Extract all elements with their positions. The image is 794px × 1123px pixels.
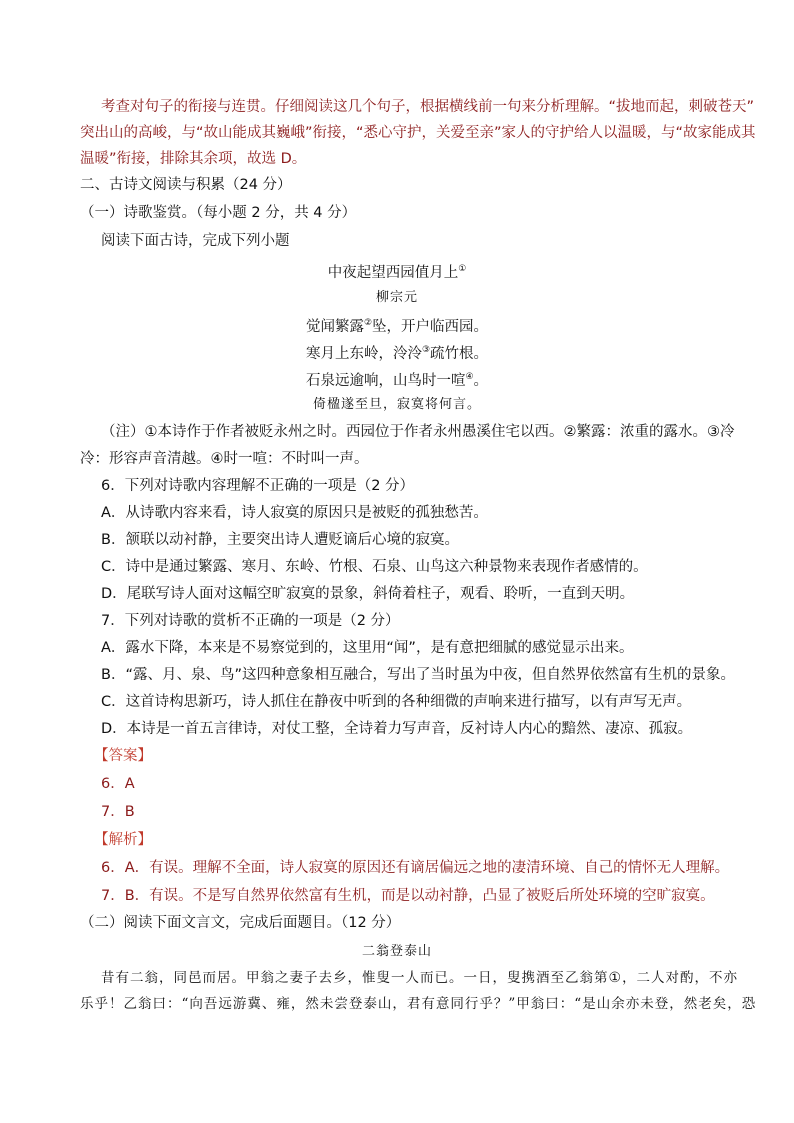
part1-heading: （一）诗歌鉴赏。（每小题 2 分，共 4 分） bbox=[80, 205, 357, 221]
poem-line-3-b: 。 bbox=[473, 372, 489, 389]
q6-option-b: B．颔联以动衬静，主要突出诗人遭贬谪后心境的寂寞。 bbox=[101, 532, 459, 548]
poem-line-3-note: ④ bbox=[465, 372, 474, 382]
answer-7: 7．B bbox=[101, 804, 135, 820]
q7-option-d: D．本诗是一首五言律诗，对仗工整，全诗着力写声音，反衬诗人内心的黯然、凄凉、孤寂。 bbox=[101, 721, 693, 737]
analysis-label: 【解析】 bbox=[94, 832, 152, 848]
poem-line-4: 倚楹遂至旦，寂寞将何言。 bbox=[312, 397, 481, 412]
notes-line-2: 冷：形容声音清越。④时一喧：不时叫一声。 bbox=[80, 451, 369, 467]
poem-line-1-note: ② bbox=[363, 318, 373, 328]
q7-option-b: B．“露、月、泉、鸟”这四种意象相互融合，写出了当时虽为中夜，但自然界依然富有生机的景象。 bbox=[101, 667, 735, 683]
text-line-1-a: 昔有二翁，同邑而居。甲翁之妻子去乡，惟叟一人而已。一日，叟携酒至乙翁第 bbox=[101, 970, 609, 986]
q6-option-a: A．从诗歌内容来看，诗人寂寞的原因只是被贬的孤独愁苦。 bbox=[101, 505, 488, 521]
notes-line-1: （注）①本诗作于作者被贬永州之时。西园位于作者永州愚溪住宅以西。②繁露：浓重的露水。③冷 bbox=[101, 424, 735, 440]
answer-6: 6．A bbox=[101, 776, 135, 792]
text-line-1-note: ① bbox=[608, 970, 623, 986]
poem-line-1-b: 坠，开户临西园。 bbox=[372, 318, 489, 335]
q7-option-a: A．露水下降，本来是不易察觉到的，这里用“闻”，是有意把细腻的感觉显示出来。 bbox=[101, 640, 634, 656]
q6-stem: 6．下列对诗歌内容理解不正确的一项是（2 分） bbox=[101, 478, 415, 494]
text-line-1 bbox=[101, 967, 738, 989]
poem-line-2 bbox=[0, 339, 794, 365]
section-heading: 二、古诗文阅读与积累（24 分） bbox=[80, 177, 292, 193]
analysis-6: 6．A．有误。理解不全面，诗人寂寞的原因还有谪居偏远之地的凄清环境、自己的情怀无人理解。 bbox=[101, 860, 730, 876]
part2-heading: （二）阅读下面文言文，完成后面题目。（12 分） bbox=[80, 915, 401, 931]
text-line-1-b: ，二人对酌，不亦 bbox=[622, 970, 739, 986]
text-title: 二翁登泰山 bbox=[361, 944, 432, 959]
poem-title bbox=[0, 258, 794, 284]
q6-option-d: D．尾联写诗人面对这幅空旷寂寞的景象，斜倚着柱子，观看、聆听，一直到天明。 bbox=[101, 586, 635, 602]
poem-title-note: ① bbox=[458, 264, 467, 274]
poem-author: 柳宗元 bbox=[375, 290, 418, 305]
intro-line-2: 突出山的高峻，与“故山能成其巍峨”衔接，“悉心守护，关爱至亲”家人的守护给人以温暖，与“故家能成其 bbox=[80, 125, 756, 141]
q7-stem: 7．下列对诗歌的赏析不正确的一项是（2 分） bbox=[101, 613, 400, 629]
poem-line-1-a: 觉闻繁露 bbox=[305, 318, 364, 335]
poem-instruction: 阅读下面古诗，完成下列小题 bbox=[101, 233, 290, 249]
answer-label: 【答案】 bbox=[94, 748, 152, 764]
q7-option-c: C．这首诗构思新巧，诗人抓住在静夜中听到的各种细微的声响来进行描写，以有声写无声。 bbox=[101, 694, 692, 710]
q6-option-c: C．诗中是通过繁露、寒月、东岭、竹根、石泉、山鸟这六种景物来表现作者感情的。 bbox=[101, 559, 648, 575]
poem-line-3 bbox=[0, 366, 794, 392]
poem-line-2-note: ③ bbox=[421, 345, 431, 355]
poem-line-2-b: 疏竹根。 bbox=[430, 345, 489, 362]
poem-line-1 bbox=[0, 312, 794, 338]
analysis-7: 7．B．有误。不是写自然界依然富有生机，而是以动衬静，凸显了被贬后所处环境的空旷寂寞。 bbox=[101, 888, 715, 904]
poem-line-3-a: 石泉远逾响，山鸟时一喧 bbox=[305, 372, 466, 389]
text-line-2: 乐乎！乙翁曰：“向吾远游冀、雍，然未尝登泰山，君有意同行乎？”甲翁曰：“是山余亦未登，然老矣，恐 bbox=[80, 996, 757, 1012]
intro-line-1: 考查对句子的衔接与连贯。仔细阅读这几个句子，根据横线前一句来分析理解。“拔地而起，刺破苍天” bbox=[101, 99, 755, 115]
intro-line-3: 温暖”衔接，排除其余项，故选 D。 bbox=[80, 151, 307, 167]
poem-line-2-a: 寒月上东岭，泠泠 bbox=[305, 345, 422, 362]
poem-title-text: 中夜起望西园值月上 bbox=[327, 264, 459, 281]
